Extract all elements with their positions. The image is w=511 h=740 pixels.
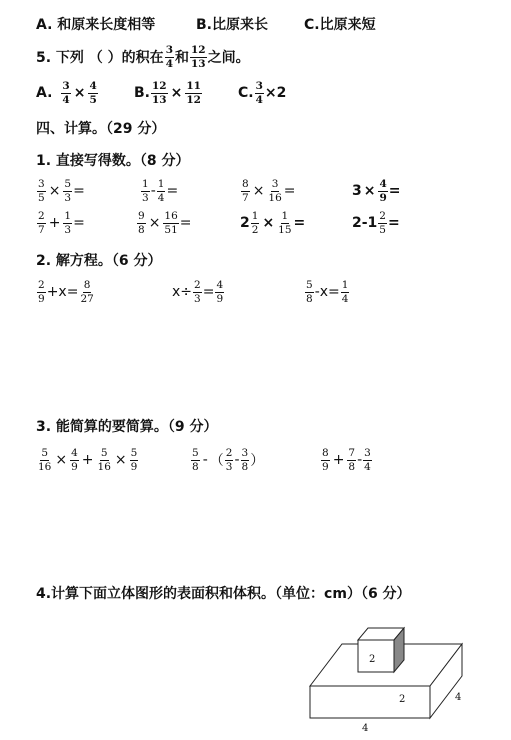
q1-expr-3: $\frac{8}{7}$ × $\frac{3}{16}$ = bbox=[242, 177, 296, 204]
q5-option-a: A. $\frac{3}{4}$ × $\frac{4}{5}$ bbox=[36, 79, 97, 106]
box-depth-label: 4 bbox=[455, 692, 462, 703]
q2-title: 2. 解方程。（6 分） bbox=[36, 253, 162, 269]
question-5 bbox=[36, 44, 250, 70]
q5-mid: 和 bbox=[175, 50, 189, 66]
q1-expr-5: 2 7 + $\frac{1}{3}$ = bbox=[38, 209, 85, 236]
q2-equation-2: x÷ $\frac{2}{3}$ = $\frac{4}{9}$ bbox=[172, 278, 224, 305]
q3-expr-2: 5 8 - （ 2 3 - 3 8 ） bbox=[192, 446, 265, 473]
q1-expr-1: $\frac{3}{5}$ × $\frac{5}{3}$ = bbox=[38, 177, 85, 204]
box-width-label: 4 bbox=[362, 723, 369, 734]
q1-expr-7: 2 $\frac{1}{2}$ × $\frac{1}{15}$ = bbox=[240, 209, 306, 236]
q5-suffix: 之间。 bbox=[207, 50, 250, 66]
solid-figure bbox=[300, 620, 490, 738]
option-a: A. 和原来长度相等 bbox=[36, 17, 156, 33]
option-b: B.比原来长 bbox=[196, 17, 268, 33]
q3-expr-3: 8 9 + $\frac{7}{8}$ - 3 4 bbox=[322, 446, 371, 473]
q5-option-c: C. $\frac{3}{4}$ ×2 bbox=[238, 79, 287, 106]
q1-title: 1. 直接写得数。（8 分） bbox=[36, 153, 190, 169]
q5-prefix: 5. 下列 （ ）的积在 bbox=[36, 50, 164, 66]
q3-title: 3. 能简算的要简算。（9 分） bbox=[36, 419, 218, 435]
box-front-face bbox=[310, 686, 430, 718]
q5-option-b: B. $\frac{12}{13}$ × $\frac{11}{12}$ bbox=[134, 79, 201, 106]
q5-fraction-2: 12 13 bbox=[191, 43, 206, 70]
cube-front-face bbox=[358, 640, 394, 672]
q1-expr-4: 3 × $\frac{4}{9}$ = bbox=[352, 177, 401, 204]
option-c: C.比原来短 bbox=[304, 17, 376, 33]
q5-fraction-1: 3 4 bbox=[165, 43, 173, 70]
q1-expr-2: 1 3 - $\frac{1}{4}$ = bbox=[142, 177, 179, 204]
q2-equation-3: 5 8 -x= $\frac{1}{4}$ bbox=[306, 278, 349, 305]
box-height-label: 2 bbox=[399, 694, 406, 705]
q2-equation-1: 2 9 +x= $\frac{8}{27}$ bbox=[38, 278, 94, 305]
cube-edge-label: 2 bbox=[369, 654, 376, 665]
q1-expr-6: $\frac{9}{8}$ × $\frac{16}{51}$ = bbox=[138, 209, 192, 236]
q1-expr-8: 2-1 $\frac{2}{5}$ = bbox=[352, 209, 400, 236]
q4-title: 4.计算下面立体图形的表面积和体积。（单位：cm）（6 分） bbox=[36, 586, 411, 602]
q3-expr-1: $\frac{5}{16}$ × $\frac{4}{9}$ + $\frac{5}{16}$ × $\frac{5}{9}$ bbox=[38, 446, 138, 473]
section-4-title: 四、计算。（29 分） bbox=[36, 121, 166, 137]
